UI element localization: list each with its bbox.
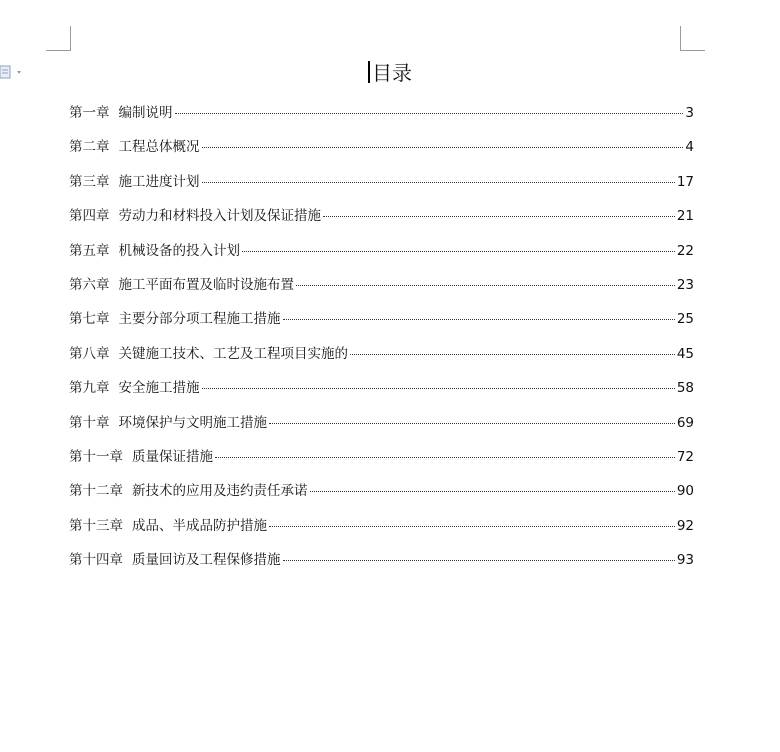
page-title-text: 目录: [372, 61, 412, 85]
text-cursor: [368, 61, 370, 83]
toc-chapter-title: 质量保证措施: [132, 448, 213, 465]
toc-chapter-number: 第十三章: [69, 517, 123, 534]
toc-page-number: 17: [676, 173, 694, 190]
toc-chapter-number: 第二章: [69, 139, 110, 156]
toc-page-number: 25: [676, 311, 694, 328]
toc-chapter-title: 机械设备的投入计划: [118, 242, 240, 259]
toc-dot-leader: [202, 181, 675, 183]
toc-entry[interactable]: [69, 275, 694, 309]
page-title: [0, 60, 780, 86]
toc-chapter-title: 新技术的应用及违约责任承诺: [132, 483, 308, 500]
toc-chapter-number: 第三章: [69, 173, 110, 190]
toc-entry[interactable]: [69, 137, 694, 171]
toc-page-number: 22: [676, 242, 694, 259]
toc-chapter-title: 关键施工技术、工艺及工程项目实施的: [118, 345, 348, 362]
toc-dot-leader: [215, 456, 675, 458]
toc-entry[interactable]: [69, 172, 694, 206]
toc-chapter-number: 第六章: [69, 276, 110, 293]
toc-chapter-title: 环境保护与文明施工措施: [118, 414, 267, 431]
toc-entry[interactable]: [69, 344, 694, 378]
toc-dot-leader: [310, 490, 675, 492]
toc-chapter-title: 施工平面布置及临时设施布置: [118, 276, 294, 293]
toc-chapter-title: 施工进度计划: [118, 173, 200, 190]
toc-chapter-number: 第七章: [69, 311, 110, 328]
toc-entry[interactable]: [69, 481, 694, 515]
toc-page-number: 21: [676, 208, 694, 225]
toc-chapter-title: 劳动力和材料投入计划及保证措施: [118, 208, 321, 225]
toc-entry[interactable]: [69, 413, 694, 447]
toc-chapter-number: 第五章: [69, 242, 110, 259]
toc-chapter-title: 质量回访及工程保修措施: [132, 552, 281, 569]
toc-entry[interactable]: [69, 447, 694, 481]
toc-dot-leader: [323, 215, 675, 217]
toc-chapter-number: 第八章: [69, 345, 110, 362]
toc-page-number: 72: [676, 448, 694, 465]
toc-page-number: 23: [676, 276, 694, 293]
toc-chapter-title: 安全施工措施: [118, 380, 200, 397]
toc-entry[interactable]: [69, 206, 694, 240]
page-corner-mark-right: [680, 26, 705, 51]
toc-chapter-title: 成品、半成品防护措施: [132, 517, 267, 534]
toc-dot-leader: [269, 422, 675, 424]
toc-page-number: 93: [676, 552, 694, 569]
toc-chapter-number: 第十章: [69, 414, 110, 431]
toc-chapter-title: 编制说明: [118, 105, 173, 121]
toc-page-number: 3: [685, 105, 694, 121]
toc-dot-leader: [202, 146, 684, 148]
toc-dot-leader: [283, 318, 675, 320]
toc-page-number: 92: [676, 517, 694, 534]
toc-chapter-number: 第十四章: [69, 552, 123, 569]
toc-dot-leader: [175, 112, 684, 114]
toc-dot-leader: [296, 284, 675, 286]
toc-entry[interactable]: [69, 378, 694, 412]
toc-chapter-title: 主要分部分项工程施工措施: [118, 311, 281, 328]
toc-page-number: 90: [676, 483, 694, 500]
toc-chapter-number: 第四章: [69, 208, 110, 225]
toc-dot-leader: [269, 525, 675, 527]
toc-page-number: 4: [685, 139, 694, 156]
toc-chapter-number: 第十一章: [69, 448, 123, 465]
toc-entry[interactable]: [69, 309, 694, 343]
toc-chapter-title: 工程总体概况: [118, 139, 200, 156]
table-of-contents: [69, 103, 694, 584]
toc-dot-leader: [242, 250, 675, 252]
toc-chapter-number: 第一章: [69, 105, 110, 121]
toc-entry[interactable]: [69, 516, 694, 550]
toc-entry[interactable]: [69, 241, 694, 275]
toc-page-number: 69: [676, 414, 694, 431]
toc-entry[interactable]: [69, 103, 694, 137]
toc-entry[interactable]: [69, 550, 694, 584]
toc-dot-leader: [283, 559, 675, 561]
toc-chapter-number: 第十二章: [69, 483, 123, 500]
toc-chapter-number: 第九章: [69, 380, 110, 397]
toc-dot-leader: [202, 387, 675, 389]
page-corner-mark-left: [46, 26, 71, 51]
toc-page-number: 45: [676, 345, 694, 362]
toc-dot-leader: [350, 353, 675, 355]
toc-page-number: 58: [676, 380, 694, 397]
